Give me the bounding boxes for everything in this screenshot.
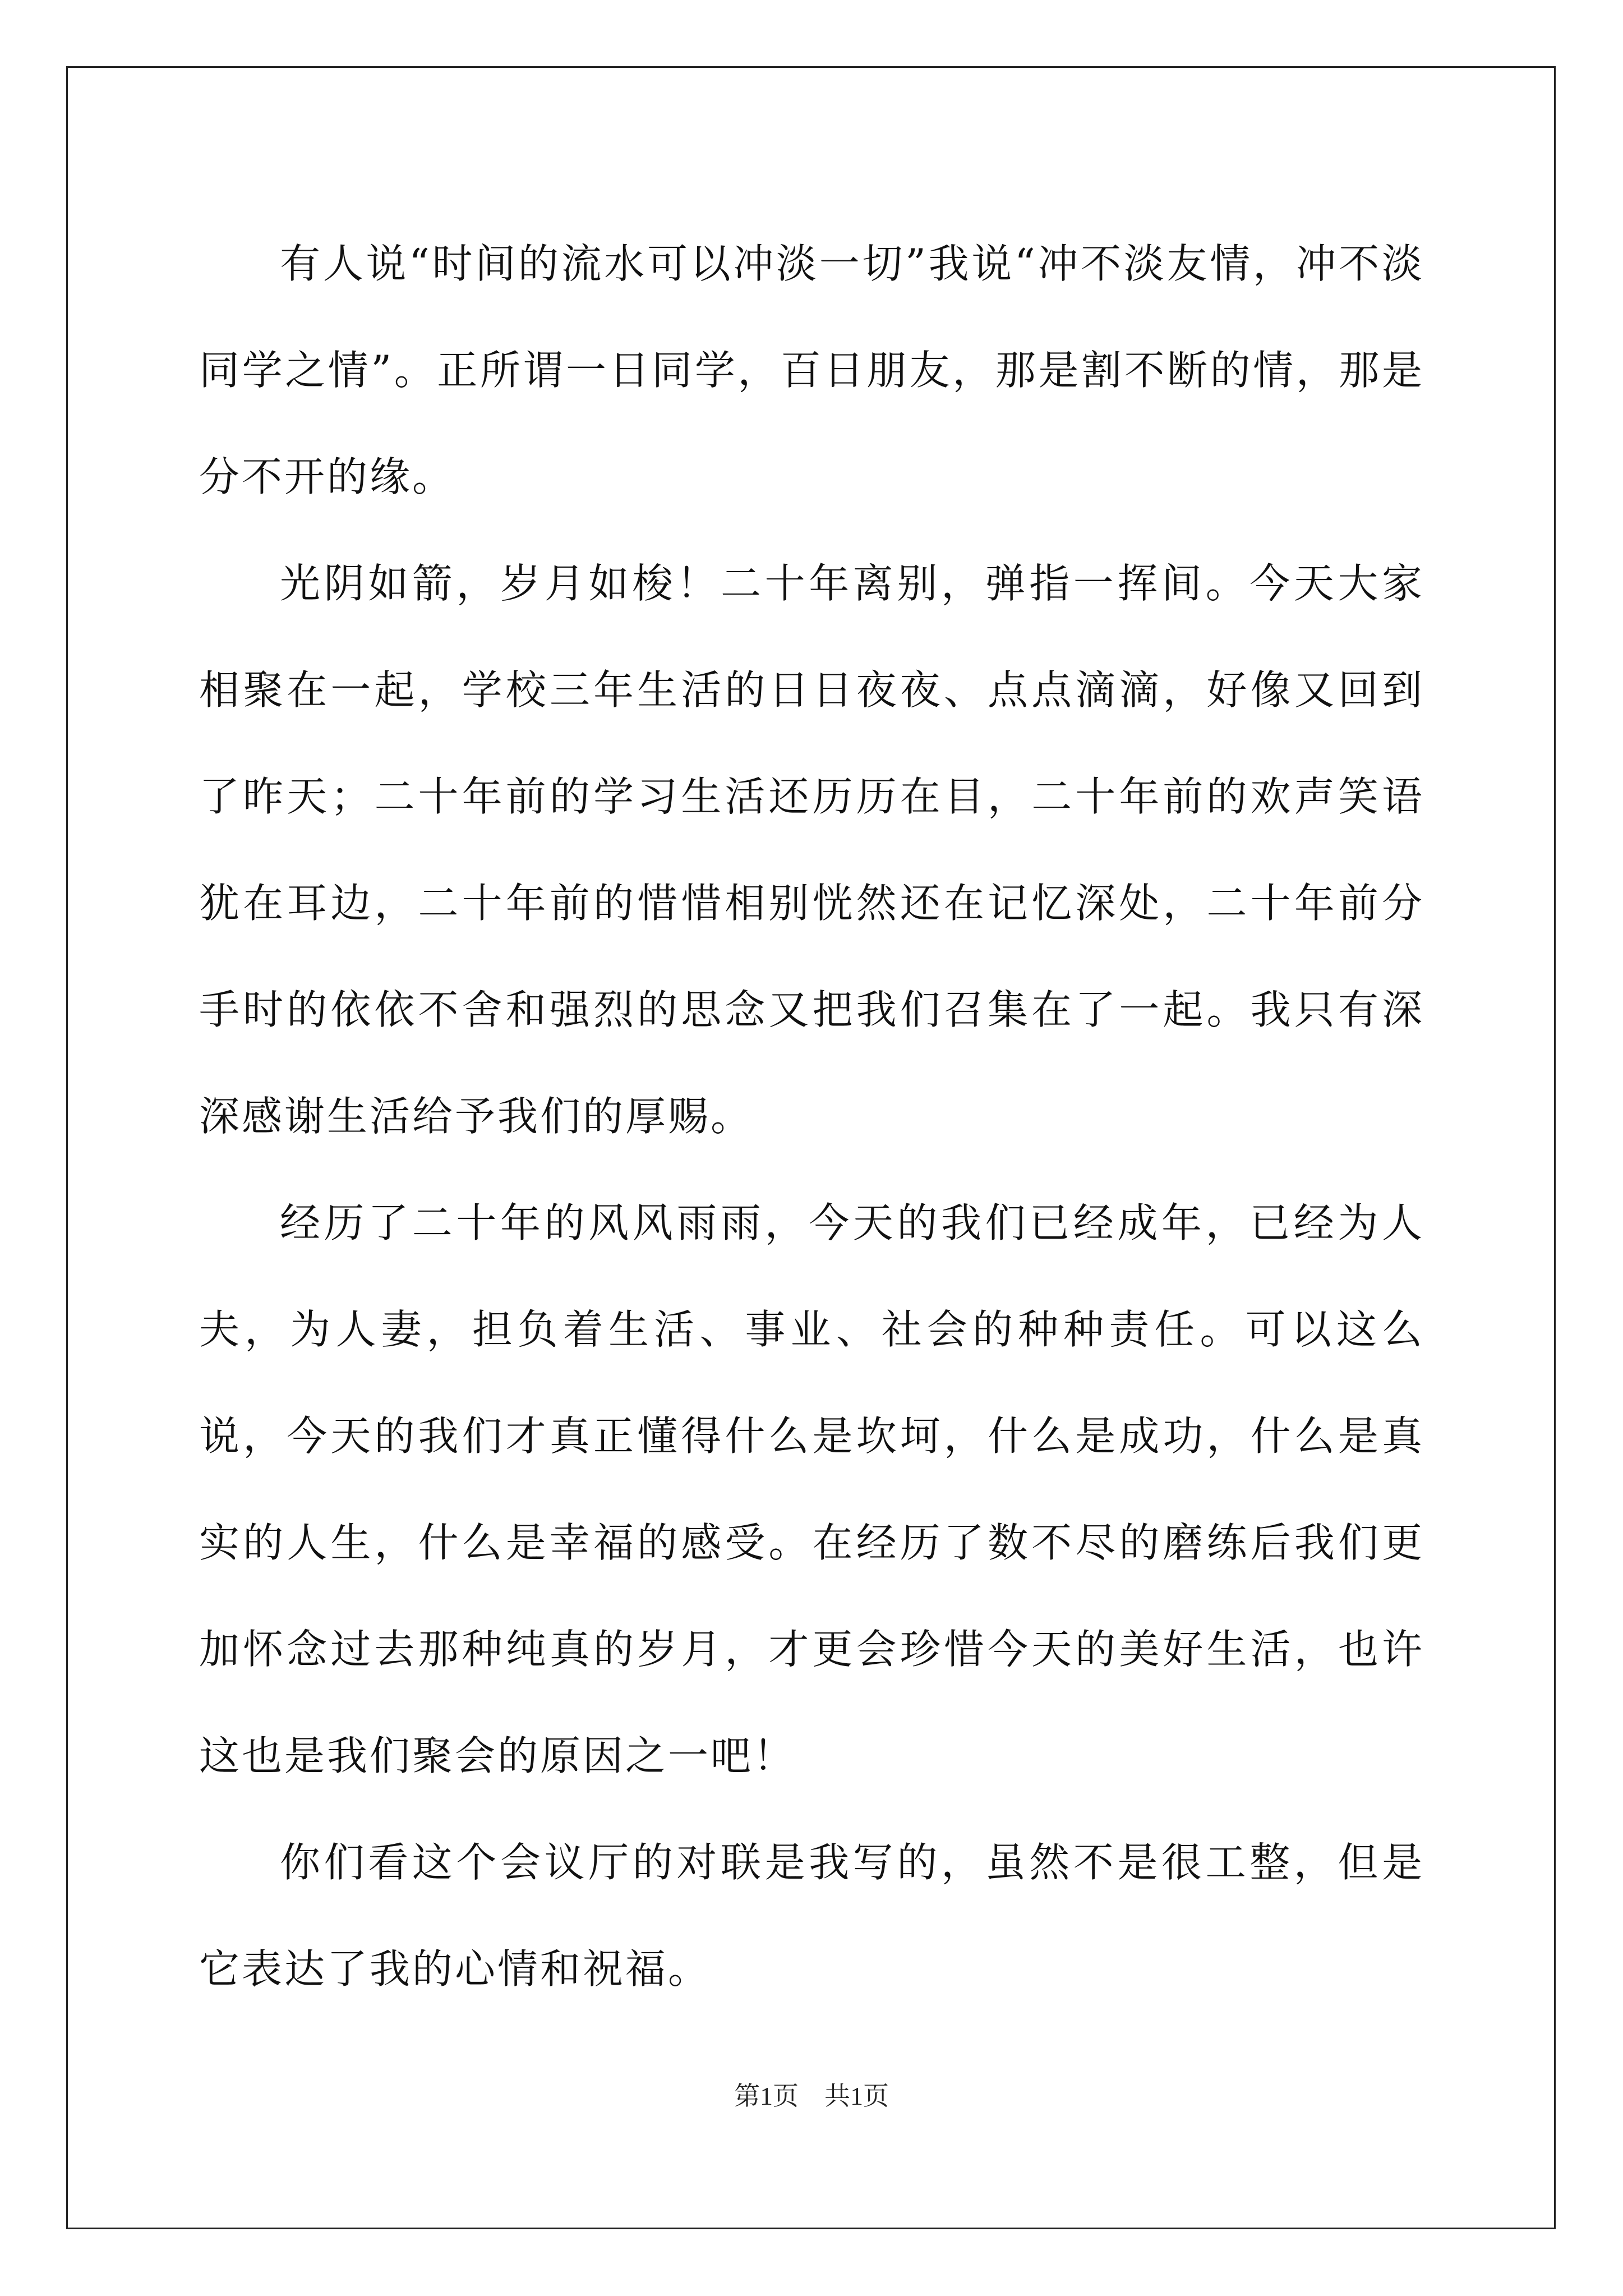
paragraph-2: 光阴如箭，岁月如梭！二十年离别，弹指一挥间。今天大家相聚在一起，学校三年生活的日日夜夜、点点滴滴，好像又回到了昨天；二十年前的学习生活还历历在目，二十年前的欢声笑语犹在耳边，二十年前的惜惜相别恍然还在记忆深处，二十年前分手时的依依不舍和强烈的思念又把我们召集在了一起。我只有深深感谢生活给予我们的厚赐。 — [199, 560, 1424, 1140]
page-footer: 第1页 共1页 — [734, 2082, 889, 2110]
document-body — [199, 210, 1424, 2022]
paragraph-4: 你们看这个会议厅的对联是我写的，虽然不是很工整，但是它表达了我的心情和祝福。 — [199, 1839, 1424, 1993]
paragraph-3: 经历了二十年的风风雨雨，今天的我们已经成年，已经为人夫，为人妻，担负着生活、事业、社会的种种责任。可以这么说，今天的我们才真正懂得什么是坎坷，什么是成功，什么是真实的人生，什么是幸福的感受。在经历了数不尽的磨练后我们更加怀念过去那种纯真的岁月，才更会珍惜今天的美好生活，也许这也是我们聚会的原因之一吧！ — [199, 1199, 1424, 1779]
paragraph-1: 有人说“时间的流水可以冲淡一切”我说“冲不淡友情，冲不淡同学之情”。正所谓一日同学，百日朋友，那是割不断的情，那是分不开的缘。 — [199, 240, 1424, 500]
